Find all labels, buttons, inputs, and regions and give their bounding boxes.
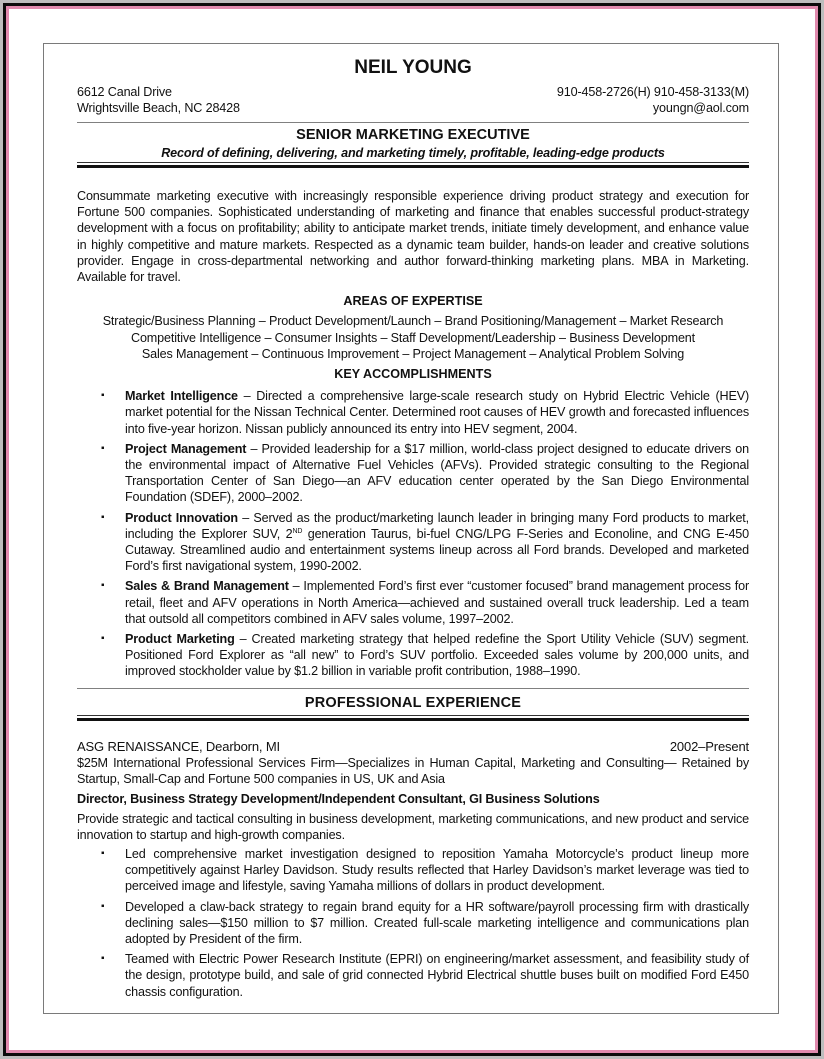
headline-tagline: Record of defining, delivering, and marketing timely, profitable, leading-edge products [161,146,665,160]
resume-page [43,43,779,1014]
headline-title: SENIOR MARKETING EXECUTIVE [296,127,530,143]
contact-row-2 [77,100,749,116]
professional-summary: Consummate marketing executive with increasingly responsible experience driving product strategy and execution for Fortune 500 companies. Sophisticated understanding of marketing and finance that enables successful product-strategy development with a focus on profitability; ability to anticipate market trends, initiate timely development, and enhance value in highly competitive and mature markets. Respected as a dynamic team builder, hands-on leader and creative solutions provider. Engage in cross-departmental networking and author forward-thinking marketing plans. MBA in Marketing. Available for travel. [77,189,749,285]
experience-double-divider [77,715,749,721]
accomplishment-text: – Directed a comprehensive large-scale research study on Hybrid Electric Vehicle (HEV) market potential for the Nissan Technical Center. Determined root causes of HEV growth and forecasted influences into five-year horizon. Nissan publicly announced its entry into HEV segment, 2004. [125,389,750,436]
square-bullet-icon: ▪ [101,442,105,454]
job-bullet-text: Developed a claw-back strategy to regain brand equity for a HR software/payroll processing firm with drastically declining sales—$150 million to $7 million. Created full-scale marketing intelligence and communications plan adopted by President of the firm. [125,899,749,946]
contact-row-1 [77,84,749,100]
job-entry [77,739,749,1000]
role-description: Provide strategic and tactical consulting in business development, marketing communications, and new product and service innovation to startup and high-growth companies. [77,811,749,842]
accomplishment-lead: Product Marketing [125,632,235,647]
accomplishment-text: – Provided leadership for a $17 million, world-class project designed to educate drivers on the environmental impact of Alternative Fuel Vehicles (AFVs). Provided strategic consulting to the Regional Transportation Center of San Diego—an AFV education center operated by the San Diego Environmental Foundation (SDEF), 2000–2002. [125,441,749,505]
experience-heading: PROFESSIONAL EXPERIENCE [304,694,522,711]
company-location: Dearborn, MI [202,738,280,754]
square-bullet-icon: ▪ [101,847,105,859]
accomplishment-lead: Sales & Brand Management [125,579,289,594]
job-bullet-item [77,846,749,895]
expertise-list [77,313,749,362]
accomplishment-item [77,631,749,680]
expertise-line: Strategic/Business Planning – Product Development/Launch – Brand Positioning/Management – Market Research [102,314,724,329]
accomplishment-text: – Implemented Ford’s first ever “customer focused” brand management process for retail, fleet and AFV operations in North America—achieved and sustained overall truck leadership. Led a team that outsold all competitors combined in AFV sales volume, 1997–2002. [125,579,750,626]
address-line-2: Wrightsville Beach, NC 28428 [77,101,240,115]
company-description: $25M International Professional Services Firm—Specializes in Human Capital, Marketing and Consulting— Retained by Startup, Small-Cap and Fortune 500 companies in US, UK and Asia [77,755,749,787]
job-bullet-item [77,899,749,948]
accomplishment-item [77,441,749,506]
accomplishment-item [77,510,749,575]
job-title: Director, Business Strategy Development/Independent Consultant, GI Business Solutions [77,792,600,807]
square-bullet-icon: ▪ [101,633,105,645]
accomplishment-lead: Product Innovation [125,510,238,525]
accomplishment-item [77,578,749,627]
accomplishment-item [77,388,749,437]
experience-top-divider [77,688,749,689]
job-dates: 2002–Present [669,738,749,754]
expertise-heading: AREAS OF EXPERTISE [343,294,483,309]
square-bullet-icon: ▪ [101,900,105,912]
company-line [77,739,280,755]
expertise-line: Sales Management – Continuous Improvement – Project Management – Analytical Problem Solving [141,346,685,361]
address-line-1: 6612 Canal Drive [77,85,172,99]
accomplishment-text: – Created marketing strategy that helped redefine the Sport Utility Vehicle (SUV) segment. Positioned Ford Explorer as “all new” to Ford’s SUV portfolio. Exceeded sales volume by 200,000 units, and improved stockholder value by $1.2 billion in variable profit contribution, 1988–1990. [125,632,749,679]
square-bullet-icon: ▪ [101,953,105,965]
expertise-line: Competitive Intelligence – Consumer Insights – Staff Development/Leadership – Business Development [131,330,695,345]
square-bullet-icon: ▪ [101,390,105,402]
job-bullet-item [77,951,749,1000]
candidate-name: NEIL YOUNG [354,57,472,78]
accomplishment-text: generation Taurus, bi-fuel CNG/LPG F-Series and Econoline, and CNG E-450 Cutaway. Streamlined audio and entertainment systems lineup across all Ford brands. Developed and marketed Ford’s first navigational system, 1990-2002. [125,526,750,574]
square-bullet-icon: ▪ [101,511,105,523]
accomplishments-list [77,388,749,679]
job-bullet-text: Teamed with Electric Power Research Institute (EPRI) on engineering/market assessment, and feasibility study of the design, prototype build, and sale of grid connected Hybrid Electrical shuttle buses built on modified Ford E450 chassis configuration. [125,952,749,999]
header-divider [77,122,749,123]
phone-numbers: 910-458-2726(H) 910-458-3133(M) [556,85,749,99]
accomplishment-text-part: – Served as the product/marketing launch leader in bringing many Ford products to market, including the Explorer SUV, 2 [125,510,750,541]
ordinal-superscript: ND [292,527,303,535]
accomplishment-lead: Market Intelligence [125,389,238,404]
headline-double-divider [77,162,749,168]
company-name: ASG RENAISSANCE, [77,738,203,754]
job-bullet-text: Led comprehensive market investigation designed to reposition Yamaha Motorcycle’s product lineup more competitively against Harley Davidson. Study results reflected that Harley Davidson’s market leverage was tied to perceived image and lifestyle, saving Yamaha millions of dollars in product development. [125,846,749,894]
job-bullets [77,846,749,1000]
square-bullet-icon: ▪ [101,580,105,592]
accomplishments-heading: KEY ACCOMPLISHMENTS [334,367,492,382]
email-address: youngn@aol.com [652,101,749,115]
accomplishment-lead: Project Management [125,441,247,456]
job-header-row [77,739,749,755]
resume-content [77,44,749,1004]
